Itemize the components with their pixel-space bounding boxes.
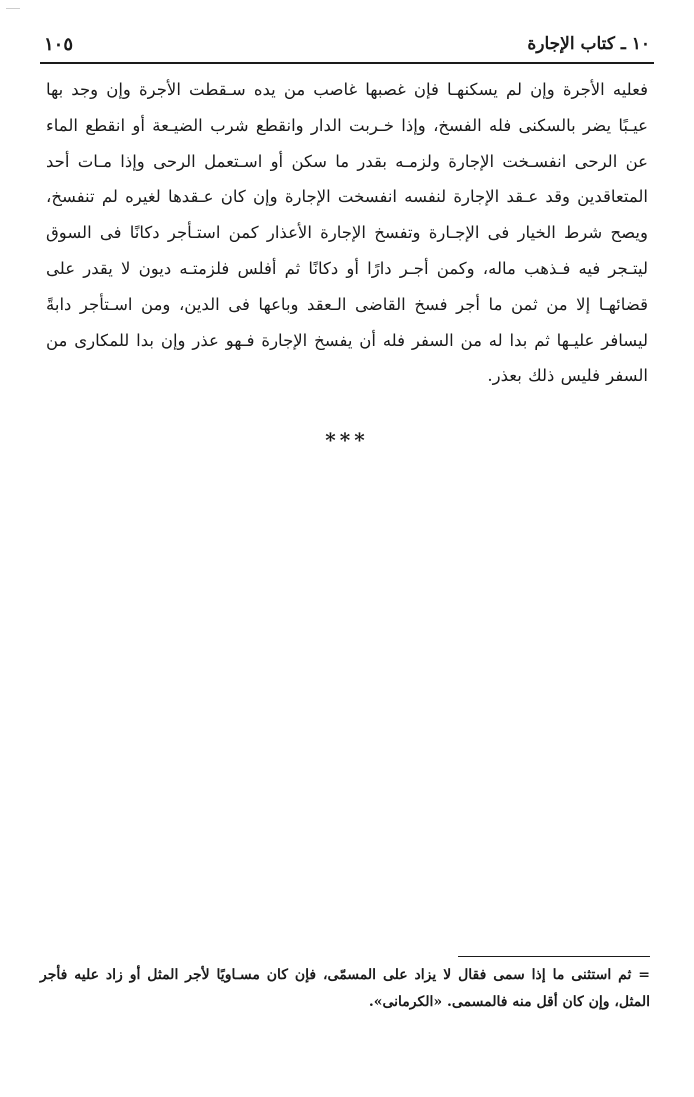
text-line: السفر فليس ذلك بعذر. (487, 366, 648, 386)
text-line: ليسافر عليـها ثم بدا له من السفر فله أن يفسخ الإجارة فـهو عذر وإن بدا للمكارى من (46, 330, 648, 350)
text-line: ليتـجر فيه فـذهب ماله، وكمن أجـر دارًا أو دكانًا ثم أفلس فلزمتـه ديون لا يقدر على (46, 258, 648, 278)
text-line: فعليه الأجرة وإن لم يسكنهـا فإن غصبها غاصب من يده سـقطت الأجرة وإن وجد بها (46, 80, 648, 99)
footnote-line: المثل، وإن كان أقل منه فالمسمى. «الكرمانى». (368, 994, 650, 1010)
section-separator: *** (325, 428, 369, 452)
scan-mark (6, 8, 20, 9)
text-line: عيـبًا يضر بالسكنى فله الفسخ، وإذا خـربت الدار وانقطع شرب الضيـعة أو انقطع الماء (46, 115, 648, 135)
text-line: قضائهـا إلا من ثمن ما أجر فسخ القاضى الـعقد وباعها فى الدين، ومن اسـتأجر دابةً (46, 294, 648, 314)
page-header (44, 30, 650, 58)
text-line: المتعاقدين وقد عـقد الإجارة لنفسه انفسخت الإجارة وإن كان عـقدها لغيره لم تنفسخ، (46, 187, 648, 207)
header-rule (40, 62, 654, 64)
footnote (40, 962, 650, 1016)
footnote-rule (458, 956, 650, 957)
text-line: عن الرحى انفسـخت الإجارة ولزمـه بقدر ما سكن أو اسـتعمل الرحى وإذا مـات أحد (46, 151, 648, 171)
page-number: ١٠٥ (44, 33, 74, 55)
running-title: ١٠ ـ كتاب الإجارة (527, 34, 650, 54)
footnote-line: = ثم استثنى ما إذا سمى فقال لا يزاد على المسمّى، فإن كان مسـاويًا لأجر المثل أو زاد عليه فأجر (40, 967, 650, 983)
text-line: ويصح شرط الخيار فى الإجـارة وتفسخ الإجارة الأعذار كمن استـأجر دكانًا فى السوق (46, 223, 648, 243)
main-text (46, 72, 648, 394)
